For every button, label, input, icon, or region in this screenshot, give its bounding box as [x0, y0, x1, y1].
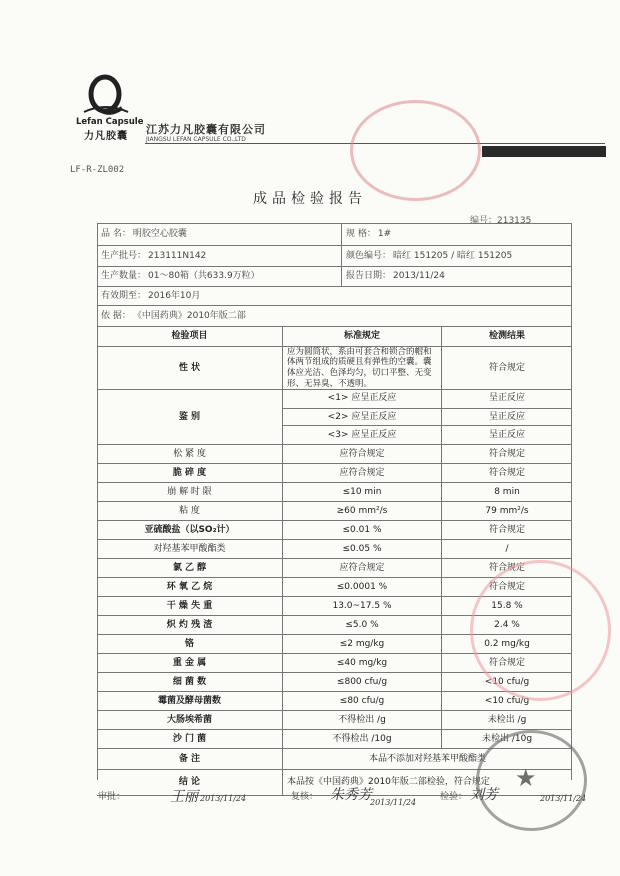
- row-item: 鉴 别: [97, 390, 283, 444]
- row-standard: <1> 应呈正反应: [283, 390, 442, 408]
- report-date-value: 2013/11/24: [393, 271, 445, 282]
- basis-row: [97, 306, 572, 327]
- row-item: 环 氧 乙 烷: [97, 578, 283, 596]
- quantity-value: 01～80箱（共633.9万粒）: [148, 271, 260, 282]
- table-row: [97, 673, 572, 692]
- table-row: [97, 559, 572, 578]
- spec-label: 规 格：: [346, 229, 376, 240]
- conclusion-value: 本品按《中国药典》2010年版二部检验，符合规定: [287, 777, 490, 788]
- row-item: 粘 度: [97, 502, 283, 520]
- table-row: [97, 597, 572, 616]
- row-item: 炽 灼 残 渣: [97, 616, 283, 634]
- row-standard: 不得检出 /10g: [283, 730, 442, 748]
- column-header-standard: 标准规定: [283, 327, 442, 346]
- report-date-label: 报告日期：: [346, 271, 392, 282]
- row-result: <10 cfu/g: [484, 695, 530, 706]
- row-result: 未检出 /10g: [481, 733, 533, 744]
- inspection-table: [97, 223, 572, 796]
- company-name-cn: 江苏力凡胶囊有限公司: [146, 123, 266, 136]
- company-name-en: JIANGSU LEFAN CAPSULE CO.,LTD: [146, 136, 246, 143]
- row-item: 氯 乙 醇: [97, 559, 283, 577]
- color-label: 颜色编号：: [346, 250, 392, 261]
- product-value: 明胶空心胶囊: [132, 229, 187, 240]
- reviewer-signature: 朱秀芳: [330, 787, 372, 803]
- row-item: 脆 碎 度: [97, 464, 283, 482]
- row-standard: <2> 应呈正反应: [283, 409, 442, 426]
- logo-english: Lefan Capsule: [76, 117, 144, 127]
- row-standard: 不得检出 /g: [283, 711, 442, 729]
- row-result: <10 cfu/g: [484, 676, 530, 687]
- table-row: [97, 540, 572, 559]
- color-value: 暗红 151205 / 暗红 151205: [393, 250, 513, 261]
- row-standard: ≤10 min: [283, 483, 442, 501]
- table-row: [97, 635, 572, 654]
- table-row: [97, 616, 572, 635]
- row-standard: ≤0.01 %: [283, 521, 442, 539]
- row-result: 79 mm²/s: [485, 505, 529, 516]
- row-result: 呈正反应: [488, 393, 525, 404]
- approver-signature: 王丽: [170, 789, 198, 805]
- table-row: [97, 692, 572, 711]
- star-icon: ★: [515, 764, 537, 792]
- row-result: 8 min: [494, 486, 520, 497]
- row-item: 对羟基苯甲酸酯类: [97, 540, 283, 558]
- product-label: 品 名：: [101, 229, 131, 240]
- row-item: 沙 门 菌: [97, 730, 283, 748]
- row-standard: ≤0.0001 %: [283, 578, 442, 596]
- conclusion-label: 结 论: [97, 770, 283, 795]
- inspector-date: 2013/11/24: [540, 794, 587, 803]
- row-result: 未检出 /g: [487, 714, 527, 725]
- remark-label: 备 注: [97, 749, 283, 769]
- document-code: LF-R-ZL002: [70, 165, 125, 175]
- approver-date: 2013/11/24: [200, 794, 247, 803]
- product-row: [97, 223, 572, 246]
- red-seal-stamp: [350, 100, 481, 201]
- table-row: [283, 390, 572, 409]
- basis-label: 依 据：: [101, 310, 131, 321]
- header-divider: [145, 143, 605, 144]
- table-row: [97, 464, 572, 483]
- basis-value: 《中国药典》2010年版二部: [132, 310, 246, 321]
- column-header-result: 检测结果: [488, 331, 525, 342]
- quantity-label: 生产数量：: [101, 271, 147, 282]
- row-item: 亚硫酸盐（以SO₂计）: [97, 521, 283, 539]
- batch-value: 213111N142: [148, 250, 207, 261]
- row-standard: 应为圆筒状，系由可套合和锁合的帽和体两节组成的质硬且有弹性的空囊。囊体应光洁、色泽均匀，切口平整、无变形、无异臭、不透明。: [283, 347, 442, 389]
- table-row: [97, 483, 572, 502]
- expiry-row: [97, 287, 572, 306]
- row-standard: ≤2 mg/kg: [283, 635, 442, 653]
- row-item: 干 燥 失 重: [97, 597, 283, 615]
- table-row: [97, 445, 572, 464]
- table-row: [283, 426, 572, 444]
- row-item: 铬: [97, 635, 283, 653]
- row-result: 2.4 %: [494, 619, 520, 630]
- row-result: 呈正反应: [488, 429, 525, 440]
- row-result: 符合规定: [488, 467, 525, 478]
- row-result: 符合规定: [488, 524, 525, 535]
- row-standard: ≤800 cfu/g: [283, 673, 442, 691]
- row-item: 重 金 属: [97, 654, 283, 672]
- row-standard: 应符合规定: [283, 464, 442, 482]
- column-header-row: [97, 327, 572, 347]
- row-standard: ≥60 mm²/s: [283, 502, 442, 520]
- row-result: 符合规定: [488, 657, 525, 668]
- row-result: /: [505, 543, 509, 554]
- quantity-row: [97, 267, 572, 287]
- table-row: [97, 521, 572, 540]
- table-row: [97, 578, 572, 597]
- spec-value: 1#: [377, 229, 392, 240]
- row-standard: 应符合规定: [283, 559, 442, 577]
- inspector-label: 检验：: [440, 792, 468, 802]
- row-result: 符合规定: [488, 562, 525, 573]
- serial-number: 编号：213135: [470, 216, 532, 226]
- row-result: 符合规定: [488, 362, 525, 373]
- expiry-value: 2016年10月: [148, 290, 201, 301]
- row-standard: 应符合规定: [283, 445, 442, 463]
- reviewer-date: 2013/11/24: [370, 798, 417, 807]
- row-standard: 13.0~17.5 %: [283, 597, 442, 615]
- report-title: 成品检验报告: [253, 191, 367, 207]
- batch-label: 生产批号：: [101, 250, 147, 261]
- column-header-item: 检验项目: [97, 327, 283, 346]
- remark-row: [97, 749, 572, 770]
- row-standard: ≤0.05 %: [283, 540, 442, 558]
- row-item: 霉菌及酵母菌数: [97, 692, 283, 710]
- table-row: [97, 730, 572, 749]
- batch-row: [97, 246, 572, 267]
- row-result: 符合规定: [488, 581, 525, 592]
- table-row: [97, 654, 572, 673]
- row-result: 符合规定: [488, 448, 525, 459]
- row-item: 松 紧 度: [97, 445, 283, 463]
- reviewer-label: 复核：: [291, 792, 319, 802]
- logo-chinese: 力凡胶囊: [84, 131, 128, 142]
- row-item: 崩 解 时 限: [97, 483, 283, 501]
- row-standard: ≤80 cfu/g: [283, 692, 442, 710]
- identification-block: [97, 390, 572, 445]
- expiry-label: 有效期至：: [101, 290, 147, 301]
- table-row: [283, 409, 572, 427]
- table-row: [97, 711, 572, 730]
- approver-label: 审批：: [98, 792, 126, 802]
- row-item: 细 菌 数: [97, 673, 283, 691]
- row-standard: <3> 应呈正反应: [283, 426, 442, 444]
- remark-value: 本品不添加对羟基苯甲酸酯类: [368, 753, 486, 764]
- row-result: 0.2 mg/kg: [484, 638, 530, 649]
- row-standard: ≤40 mg/kg: [283, 654, 442, 672]
- row-standard: ≤5.0 %: [283, 616, 442, 634]
- redaction-bar: [482, 146, 606, 157]
- row-result: 呈正反应: [488, 411, 525, 422]
- row-result: 15.8 %: [491, 600, 523, 611]
- row-item: 性 状: [97, 347, 283, 389]
- inspector-signature: 刘芳: [470, 787, 498, 803]
- row-item: 大肠埃希菌: [97, 711, 283, 729]
- table-row: [97, 347, 572, 390]
- table-row: [97, 502, 572, 521]
